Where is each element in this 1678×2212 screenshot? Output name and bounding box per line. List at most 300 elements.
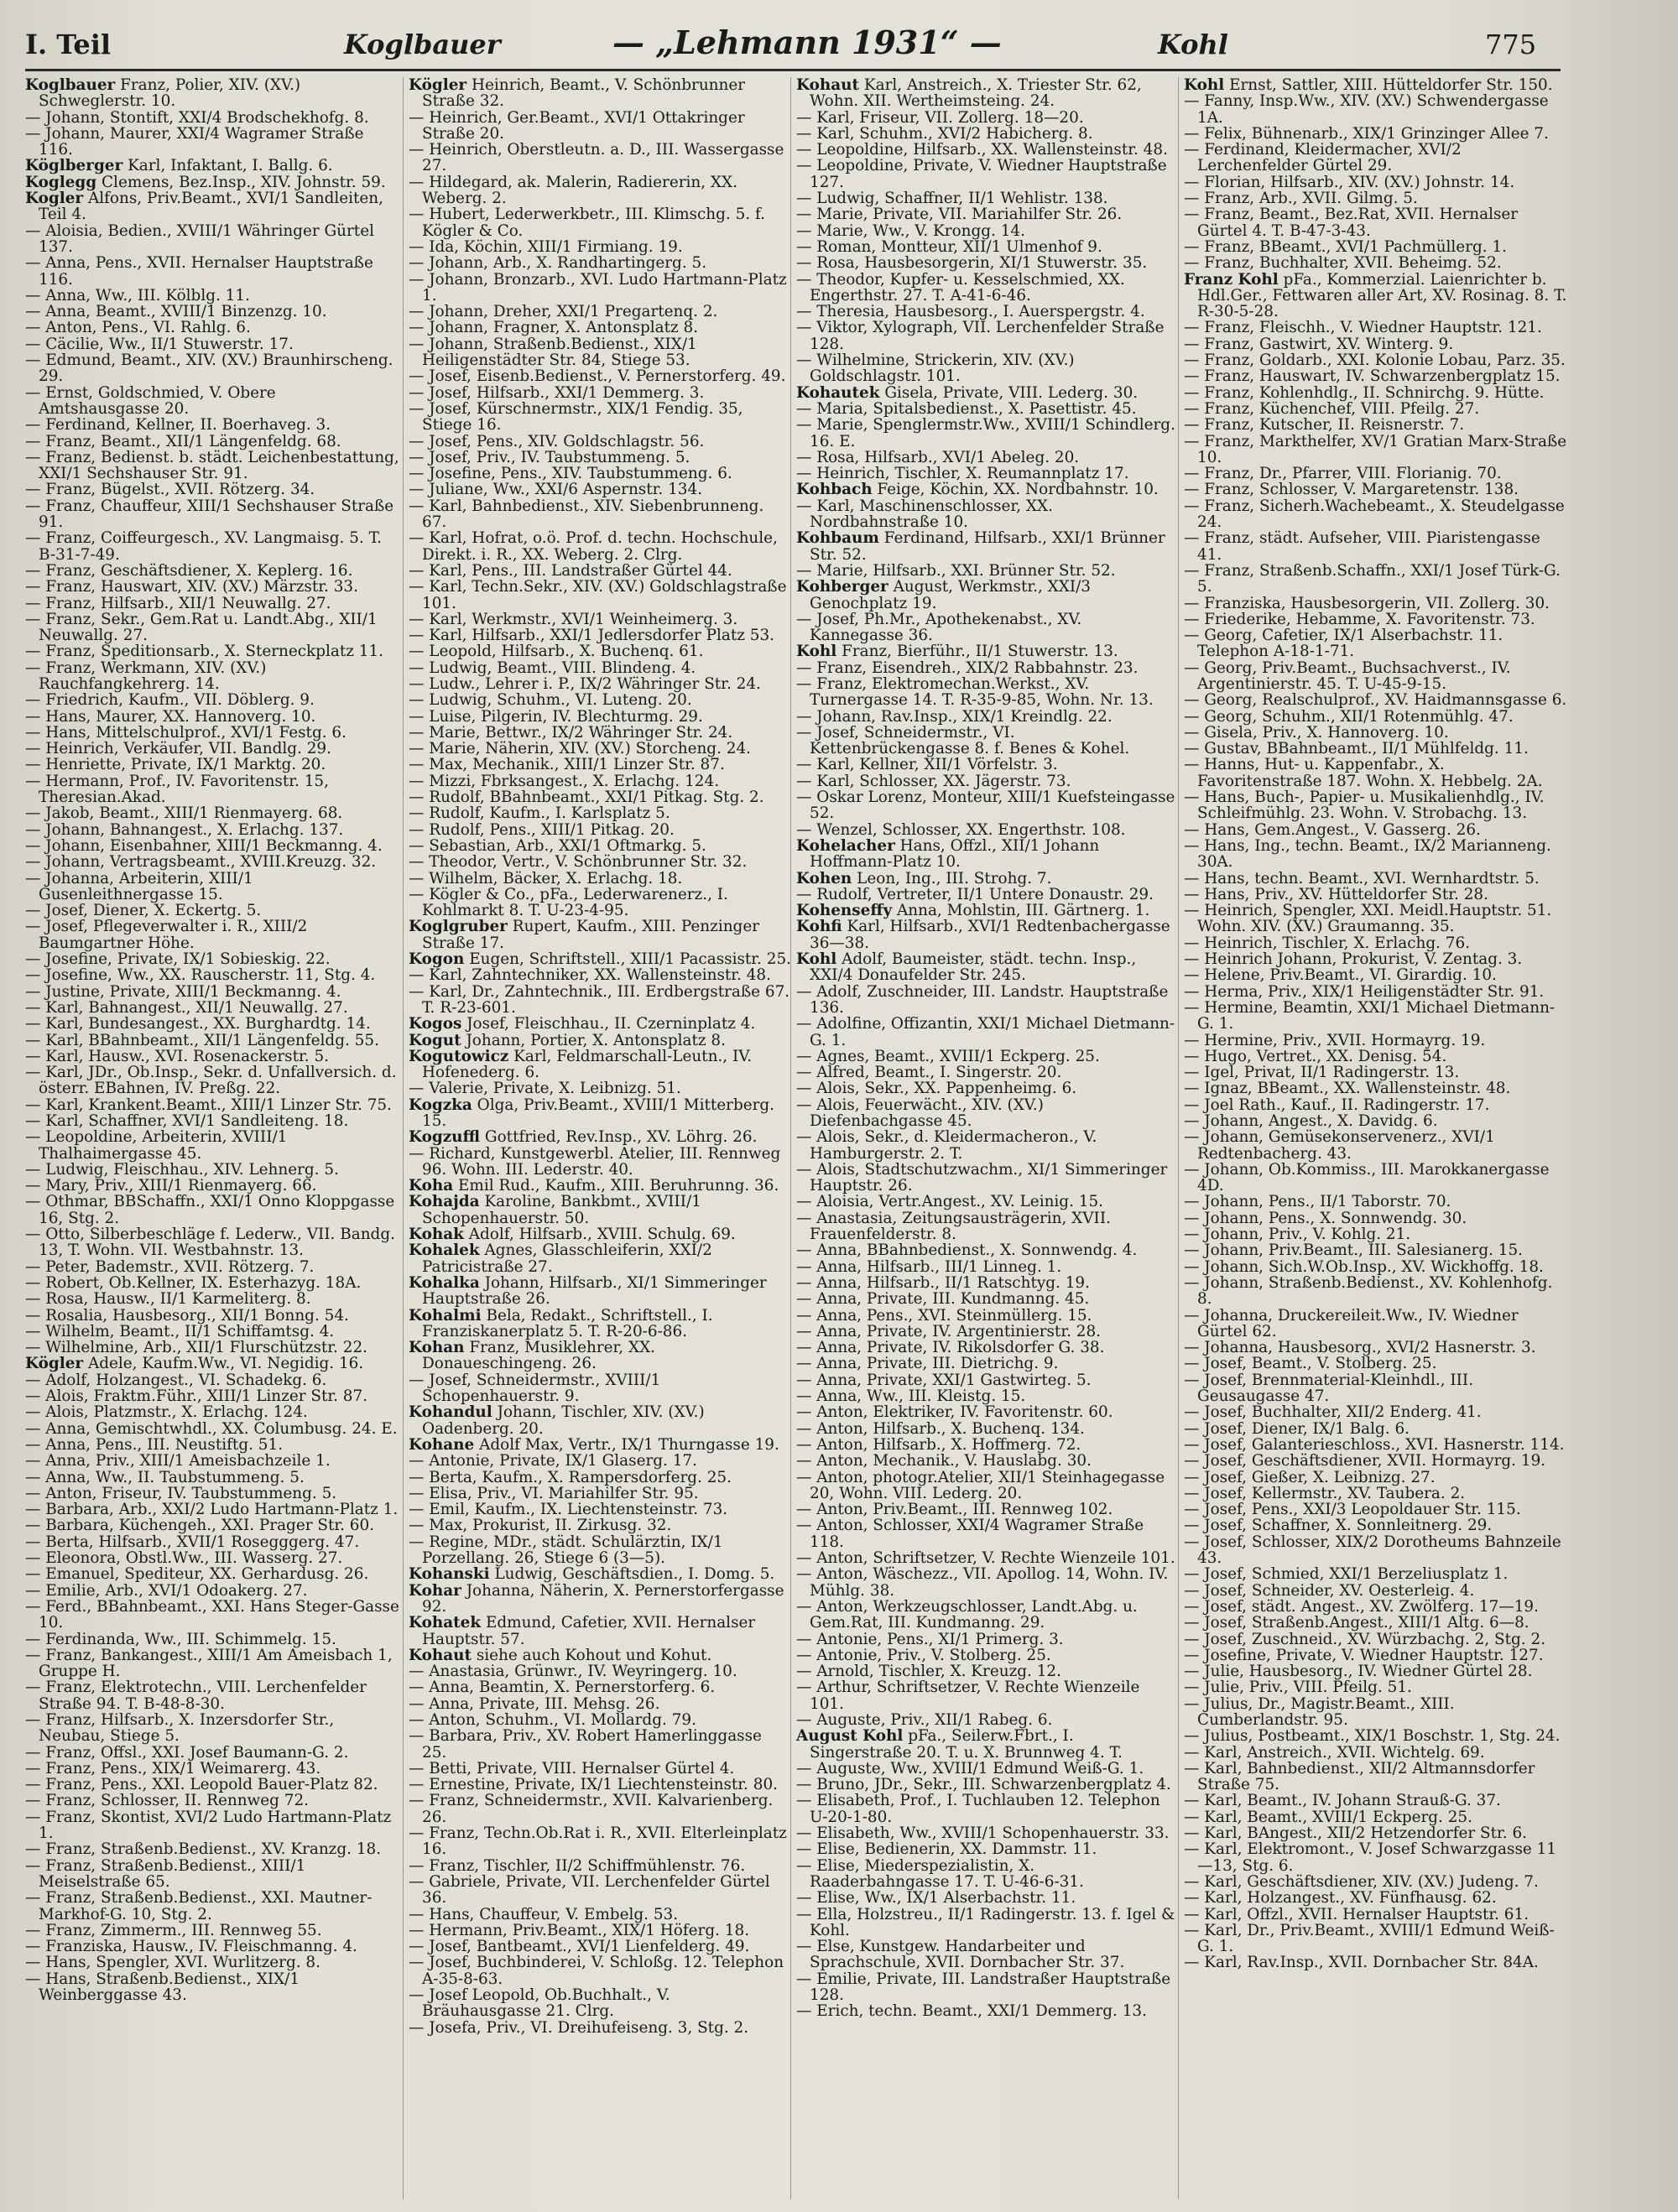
entry-details: — Anna, Private, IV. Argentinierstr. 28. [796, 1322, 1102, 1340]
entry-details: — Hermine, Beamtin, XXI/1 Michael Dietmann-G. 1. [1184, 998, 1556, 1033]
directory-entry [409, 1340, 791, 1372]
entry-details: — Josef, Kellermstr., XV. Taubera. 2. [1184, 1484, 1466, 1502]
directory-entry [1184, 368, 1568, 384]
entry-surname: Kohanski [409, 1565, 490, 1584]
directory-entry [409, 1615, 791, 1647]
entry-details: — Else, Kunstgew. Handarbeiter und Sprachschule, XVII. Dornbacher Str. 37. [796, 1938, 1125, 1972]
directory-entry [1184, 709, 1568, 725]
entry-details: — Josef, Pens., XXI/3 Leopoldauer Str. 115. [1184, 1501, 1521, 1519]
directory-entry [1184, 530, 1568, 563]
column-3 [790, 77, 1179, 2199]
entry-surname: Kohautek [796, 383, 880, 402]
entry-details: — Berta, Hilfsarb., XVII/1 Rosegggerg. 47. [25, 1533, 360, 1551]
entry-details: — Johann, Priv.Beamt., III. Salesianerg. 15. [1184, 1241, 1524, 1260]
directory-entry [25, 336, 399, 352]
directory-entry [1184, 596, 1568, 612]
entry-details: Feige, Köchin, XX. Nordbahnstr. 10. [877, 481, 1159, 499]
entry-details: — Franz, Buchhalter, XVII. Beheimg. 52. [1184, 254, 1502, 273]
entry-details: — Friedrich, Kaufm., VII. Döblerg. 9. [25, 691, 315, 710]
directory-entry [25, 967, 399, 983]
directory-entry [25, 1647, 399, 1680]
directory-entry [1184, 692, 1568, 708]
directory-entry [796, 1437, 1179, 1453]
directory-entry [1184, 481, 1568, 497]
entry-details: — Ludwig, Beamt., VIII. Blindeng. 4. [409, 658, 696, 677]
entry-details: — Hans, Spengler, XVI. Wurlitzerg. 8. [25, 1954, 320, 1972]
entry-details: Bela, Redakt., Schriftstell., I. Franziskanerplatz 5. T. R-20-6-86. [422, 1306, 713, 1340]
entry-details: — Josef, Schneider, XV. Oesterleig. 4. [1184, 1581, 1475, 1600]
directory-entry [796, 612, 1179, 644]
directory-entry [25, 563, 399, 579]
page-number: 775 [1485, 29, 1537, 60]
entry-details: — Friederike, Hebamme, X. Favoritenstr. 73. [1184, 610, 1535, 628]
entry-details: Emil Rud., Kaufm., XIII. Beruhrunng. 36. [458, 1177, 779, 1195]
entry-details: — Franz, Arb., XVII. Gilmg. 5. [1184, 190, 1418, 208]
directory-entry [409, 822, 791, 838]
directory-entry [25, 1308, 399, 1324]
entry-details: Gottfried, Rev.Insp., XV. Löhrg. 26. [484, 1128, 758, 1147]
entry-details: — Ferdinanda, Ww., III. Schimmelg. 15. [25, 1630, 336, 1648]
entry-details: — Franz, Elektromechan.Werkst., XV. Turnergasse 14. T. R-35-9-85, Wohn. Nr. 13. [796, 674, 1154, 710]
directory-entry [796, 126, 1179, 142]
entry-details: — Theodor, Vertr., V. Schönbrunner Str. 32. [409, 853, 748, 872]
entry-surname: Kohberger [796, 578, 889, 596]
entry-details: — Johann, Rav.Insp., XIX/1 Kreindlg. 22. [796, 707, 1113, 726]
entry-details: — Maria, Spitalsbedienst., X. Pasettistr. 45. [796, 399, 1137, 418]
entry-details: — Franz, Sekr., Gem.Rat u. Landt.Abg., XII/1 Neuwallg. 27. [25, 610, 378, 645]
entry-details: — Johann, Fragner, X. Antonsplatz 8. [409, 319, 699, 337]
directory-entry [25, 805, 399, 821]
entry-surname: Koha [409, 1177, 454, 1195]
entry-details: Alfons, Priv.Beamt., XVI/1 Sandleiten, Teil 4. [39, 190, 383, 224]
directory-entry [25, 450, 399, 482]
entry-details: — Jakob, Beamt., XIII/1 Rienmayerg. 68. [25, 804, 343, 823]
directory-entry [409, 1404, 791, 1437]
entry-details: — Elisabeth, Prof., I. Tuchlauben 12. Telephon U-20-1-80. [796, 1792, 1160, 1826]
entry-details: — Anton, Schriftsetzer, V. Rechte Wienzeile 101. [796, 1549, 1175, 1568]
directory-entry [25, 1599, 399, 1632]
entry-details: — Antonie, Priv., V. Stolberg. 25. [796, 1646, 1051, 1664]
entry-details: — Rosa, Hausbesorgerin, XI/1 Stuwerstr. 35. [796, 254, 1148, 273]
directory-entry [409, 1987, 791, 2020]
directory-entry [25, 1226, 399, 1259]
directory-entry [1184, 466, 1568, 481]
directory-entry [409, 1372, 791, 1405]
directory-entry [796, 320, 1179, 352]
entry-surname: August Kohl [796, 1727, 904, 1746]
entry-details: — Anna, Priv., XIII/1 Ameisbachzeile 1. [25, 1452, 331, 1470]
directory-entry [796, 579, 1179, 612]
directory-entry [796, 1647, 1179, 1663]
entry-details: — Anna, Hilfsarb., III/1 Linneg. 1. [796, 1257, 1062, 1276]
directory-entry [796, 1097, 1179, 1130]
entry-details: — Anton, photogr.Atelier, XII/1 Steinhagegasse 20, Wohn. VIII. Lederg. 20. [796, 1468, 1165, 1502]
entry-details: — Gisela, Priv., X. Hannoverg. 10. [1184, 723, 1449, 742]
entry-details: — Mizzi, Fbrksangest., X. Erlachg. 124. [409, 772, 720, 790]
directory-entry [25, 1793, 399, 1809]
directory-entry [409, 725, 791, 741]
entry-details: — Gustav, BBahnbeamt., II/1 Mühlfeldg. 11. [1184, 740, 1529, 758]
entry-details: Franz, Polier, XIV. (XV.) Schweglerstr. 10. [39, 77, 301, 111]
entry-details: — Barbara, Arb., XXI/2 Ludo Hartmann-Platz 1. [25, 1501, 399, 1519]
entry-details: — Franz, Chauffeur, XIII/1 Sechshauser Straße 91. [25, 497, 394, 532]
directory-entry [25, 1033, 399, 1049]
directory-entry [409, 434, 791, 450]
entry-details: — Josef, Buchhalter, XII/2 Enderg. 41. [1184, 1403, 1482, 1422]
entry-details: — Heinrich, Tischler, X. Erlachg. 76. [1184, 934, 1471, 952]
column-2 [403, 77, 791, 2199]
directory-entry [409, 530, 791, 563]
directory-entry [1184, 903, 1568, 935]
directory-entry [796, 1291, 1179, 1307]
entry-details: — Anastasia, Zeitungsausträgerin, XVII. Frauenfelderstr. 8. [796, 1209, 1111, 1244]
directory-entry [1184, 1890, 1568, 1906]
entry-details: — Ignaz, BBeamt., XX. Wallensteinstr. 48. [1184, 1080, 1511, 1098]
entry-details: — Franz, Sicherh.Wachebeamt., X. Steudelgasse 24. [1184, 497, 1565, 532]
entry-details: — Karl, Zahntechniker, XX. Wallensteinstr. 48. [409, 966, 771, 985]
entry-details: — Wilhelm, Beamt., II/1 Schiffamtsg. 4. [25, 1322, 335, 1340]
directory-entry [1184, 1761, 1568, 1793]
entry-details: — Rosa, Hilfsarb., XVI/1 Abeleg. 20. [796, 448, 1080, 466]
directory-entry [1184, 1841, 1568, 1874]
directory-entry [409, 1939, 791, 1954]
entry-details: — Alois, Fraktm.Führ., XIII/1 Linzer Str. 87. [25, 1387, 368, 1406]
directory-entry [409, 1437, 791, 1453]
entry-details: — Fanny, Insp.Ww., XIV. (XV.) Schwendergasse 1A. [1184, 92, 1549, 127]
entry-details: — Ludwig, Schaffner, II/1 Wehlistr. 138. [796, 190, 1108, 208]
entry-details: — Marie, Bettwr., IX/2 Währinger Str. 24. [409, 723, 733, 742]
directory-entry [409, 1566, 791, 1582]
entry-details: — Hans, Maurer, XX. Hannoverg. 10. [25, 707, 316, 726]
directory-entry [1184, 1226, 1568, 1242]
directory-entry [25, 725, 399, 741]
directory-entry [25, 1841, 399, 1857]
directory-entry [25, 1470, 399, 1486]
directory-entry [25, 223, 399, 256]
entry-details: — Justine, Private, XIII/1 Beckmanng. 4. [25, 982, 341, 1001]
directory-entry [1184, 1728, 1568, 1744]
entry-details: — Juliane, Ww., XXI/6 Aspernstr. 134. [409, 481, 703, 499]
entry-details: — Auguste, Ww., XVIII/1 Edmund Weiß-G. 1. [796, 1759, 1144, 1777]
directory-entry [25, 919, 399, 951]
entry-details: — Julius, Dr., Magistr.Beamt., XIII. Cumberlandstr. 95. [1184, 1694, 1455, 1729]
directory-entry [409, 805, 791, 821]
entry-details: Gisela, Private, VIII. Lederg. 30. [884, 383, 1139, 402]
entry-details: — Emilie, Arb., XVI/1 Odoakerg. 27. [25, 1581, 308, 1600]
directory-entry [796, 1712, 1179, 1728]
directory-entry [409, 1242, 791, 1275]
entry-details: — Franz, Kohlenhdlg., II. Schnirchg. 9. Hütte. [1184, 383, 1545, 402]
directory-entry [796, 223, 1179, 239]
entry-details: — Anna, Ww., III. Kleistg. 15. [796, 1387, 1026, 1406]
directory-entry [1184, 1923, 1568, 1955]
entry-details: — Johann, Straßenb.Bedienst., XIX/1 Heiligenstädter Str. 84, Stiege 53. [409, 335, 697, 370]
directory-entry [796, 206, 1179, 222]
entry-details: — Georg, Realschulprof., XV. Haidmannsgasse 6. [1184, 691, 1567, 710]
directory-entry [796, 1275, 1179, 1291]
entry-details: — Heinrich, Oberstleutn. a. D., III. Wassergasse 27. [409, 141, 784, 175]
entry-details: — Betti, Private, VIII. Hernalser Gürtel 4. [409, 1759, 735, 1777]
entry-details: — Franz, BBeamt., XVI/1 Pachmüllerg. 1. [1184, 237, 1507, 256]
entry-details: Franz, Bierführ., II/1 Stuwerstr. 13. [842, 643, 1118, 661]
directory-entry [1184, 352, 1568, 368]
entry-details: — Karl, Techn.Sekr., XIV. (XV.) Goldschlagstraße 101. [409, 578, 787, 612]
directory-entry [25, 1064, 399, 1097]
directory-entry [796, 385, 1179, 401]
entry-details: — Hans, Ing., techn. Beamt., IX/2 Marianneng. 30A. [1184, 836, 1551, 872]
entry-details: — Ernestine, Private, IX/1 Liechtensteinstr. 80. [409, 1776, 778, 1794]
directory-entry [409, 239, 791, 255]
directory-entry [409, 757, 791, 773]
directory-entry [796, 1728, 1179, 1761]
entry-details: — Hans, Straßenb.Bedienst., XIX/1 Weinberggasse 43. [25, 1970, 300, 2005]
entry-details: — Franz, Zimmerm., III. Rennweg 55. [25, 1921, 322, 1939]
directory-entry [25, 1275, 399, 1291]
entry-details: — Valerie, Private, X. Leibnizg. 51. [409, 1080, 681, 1098]
entry-details: — Wilhelmine, Strickerin, XIV. (XV.) Goldschlagstr. 101. [796, 351, 1075, 386]
entry-details: — Elisabeth, Ww., XVIII/1 Schopenhauerstr. 33. [796, 1824, 1170, 1843]
directory-entry [796, 1566, 1179, 1599]
entry-details: — Wilhelmine, Arb., XII/1 Flurschützstr. 22. [25, 1339, 367, 1357]
directory-entry [409, 1534, 791, 1567]
entry-surname: Kohak [409, 1226, 464, 1244]
directory-entry [1184, 1874, 1568, 1890]
entry-details: — Josef, Schmied, XXI/1 Berzeliusplatz 1. [1184, 1565, 1509, 1584]
entry-details: — Franz, Gastwirt, XV. Winterg. 9. [1184, 335, 1454, 353]
directory-entry [796, 1971, 1179, 2004]
entry-details: — Georg, Schuhm., XII/1 Rotenmühlg. 47. [1184, 707, 1514, 726]
entry-details: — Herma, Priv., XIX/1 Heiligenstädter Str. 91. [1184, 982, 1545, 1001]
entry-details: — Karl, Beamt., XVIII/1 Eckperg. 25. [1184, 1808, 1472, 1826]
entry-details: — Josef, Gießer, X. Leibnizg. 27. [1184, 1468, 1436, 1486]
entry-details: — Barbara, Küchengeh., XXI. Prager Str. 60. [25, 1517, 375, 1535]
entry-surname: Kogon [409, 950, 465, 969]
directory-entry [409, 1097, 791, 1130]
directory-entry [25, 110, 399, 126]
entry-details: — Franz, Tischler, II/2 Schiffmühlenstr. 76. [409, 1856, 746, 1875]
directory-entry [25, 1486, 399, 1502]
entry-surname: Kohenseffy [796, 902, 893, 920]
entry-details: Clemens, Bez.Insp., XIV. Johnstr. 59. [101, 173, 386, 191]
entry-details: — Alois, Sekr., d. Kleidermacheron., V. Hamburgerstr. 2. T. [796, 1128, 1097, 1163]
entry-details: Karl, Hilfsarb., XVI/1 Redtenbachergasse 36—38. [810, 918, 1170, 952]
entry-surname: Kögler [25, 1355, 84, 1373]
entry-details: — Karl, Dr., Zahntechnik., III. Erdbergstraße 67. T. R-23-601. [409, 982, 790, 1017]
entry-details: — Anna, Private, XXI/1 Gastwirteg. 5. [796, 1371, 1092, 1389]
entry-surname: Kohatek [409, 1614, 482, 1632]
entry-details: — Josef, Pflegeverwalter i. R., XIII/2 Baumgartner Höhe. [25, 918, 308, 952]
entry-details: Adolf, Hilfsarb., XVIII. Schulg. 69. [468, 1226, 736, 1244]
entry-details: — Anton, Mechanik., V. Hauslabg. 30. [796, 1452, 1092, 1470]
entry-details: — Franz, Markthelfer, XV/1 Gratian Marx-Straße 10. [1184, 432, 1567, 466]
entry-details: — Elise, Ww., IX/1 Alserbachstr. 11. [796, 1889, 1076, 1908]
entry-details: Hans, Offzl., XII/1 Johann Hoffmann-Platz 10. [810, 836, 1100, 872]
directory-entry [25, 304, 399, 320]
directory-entry [1184, 1517, 1568, 1533]
entry-details: — Hermine, Priv., XVII. Hormayrg. 19. [1184, 1031, 1486, 1049]
directory-entry [25, 838, 399, 854]
directory-entry [25, 190, 399, 223]
directory-entry [1184, 1372, 1568, 1405]
entry-details: Edmund, Cafetier, XVII. Hernalser Hauptstr. 57. [422, 1614, 756, 1648]
directory-entry [409, 1858, 791, 1874]
directory-entry [1184, 1097, 1568, 1113]
entry-details: — Leopoldine, Arbeiterin, XVIII/1 Thalhaimergasse 45. [25, 1128, 288, 1163]
entry-details: — Leopold, Hilfsarb., X. Buchenq. 61. [409, 643, 704, 661]
entry-details: Adele, Kaufm.Ww., VI. Negidig. 16. [87, 1355, 364, 1373]
directory-entry [1184, 1080, 1568, 1096]
directory-entry [409, 871, 791, 887]
entry-details: Karl, Anstreich., X. Triester Str. 62, Wohn. XII. Wertheimsteing. 24. [810, 77, 1142, 111]
entry-details: — Anna, Private, IV. Rikolsdorfer G. 38. [796, 1339, 1105, 1357]
entry-details: — Karl, BBahnbeamt., XII/1 Längenfeldg. 55. [25, 1031, 379, 1049]
directory-entry [409, 110, 791, 143]
directory-entry [409, 854, 791, 870]
directory-entry [409, 466, 791, 481]
entry-details: — Anton, Priv.Beamt., III. Rennweg 102. [796, 1501, 1113, 1519]
entry-details: — Agnes, Beamt., XVIII/1 Eckperg. 25. [796, 1047, 1100, 1065]
entry-details: — Emil, Kaufm., IX. Liechtensteinstr. 73. [409, 1501, 728, 1519]
entry-details: — Franz, Schlosser, II. Rennweg 72. [25, 1792, 310, 1810]
entry-surname: Kohbaum [796, 529, 879, 548]
directory-entry [409, 919, 791, 951]
directory-entry [409, 1308, 791, 1340]
entry-details: — Peter, Bademstr., XVII. Rötzerg. 7. [25, 1257, 315, 1276]
entry-details: — Oskar Lorenz, Monteur, XIII/1 Kuefsteingasse 52. [796, 789, 1175, 823]
entry-details: — Hans, Mittelschulprof., XVI/1 Festg. 6. [25, 723, 347, 742]
entry-details: — Auguste, Priv., XII/1 Rabeg. 6. [796, 1710, 1053, 1729]
entry-details: — Arthur, Schriftsetzer, V. Rechte Wienzeile 101. [796, 1679, 1140, 1713]
entry-details: Johann, Portier, X. Antonsplatz 8. [466, 1031, 726, 1049]
directory-entry [1184, 417, 1568, 433]
entry-details: — Franz, Beamt., XII/1 Längenfeldg. 68. [25, 432, 341, 450]
directory-entry [796, 1470, 1179, 1502]
entry-details: — Josef, Priv., IV. Taubstummeng. 5. [409, 448, 690, 466]
entry-details: Ernst, Sattler, XIII. Hütteldorfer Str. 150. [1229, 77, 1553, 94]
directory-entry [25, 417, 399, 433]
entry-details: — Franz, Straßenb.Schaffn., XXI/1 Josef Türk-G. 5. [1184, 561, 1561, 596]
directory-entry [796, 822, 1179, 838]
directory-entry [796, 352, 1179, 385]
directory-entry [25, 1534, 399, 1550]
entry-details: — Elise, Bedienerin, XX. Dammstr. 11. [796, 1840, 1097, 1859]
entry-details: Olga, Priv.Beamt., XVIII/1 Mitterberg. 15. [422, 1096, 775, 1130]
directory-entry [25, 709, 399, 725]
entry-details: — Theresia, Hausbesorg., I. Auerspergstr. 4. [796, 303, 1145, 321]
directory-entry [25, 1745, 399, 1761]
directory-entry [796, 401, 1179, 417]
entry-details: — Ferd., BBahnbeamt., XXI. Hans Steger-Gasse 10. [25, 1597, 399, 1632]
entry-details: Karl, Feldmarschall-Leutn., IV. Hofenederg. 6. [422, 1047, 753, 1082]
entry-details: — Josef, Geschäftsdiener, XVII. Hormayrg. 19. [1184, 1452, 1546, 1470]
entry-details: — Anton, Wäschezz., VII. Apollog. 14, Wohn. IV. Mühlg. 38. [796, 1565, 1169, 1600]
entry-details: — Ludw., Lehrer i. P., IX/2 Währinger Str. 24. [409, 674, 761, 693]
entry-details: — Franz, Skontist, XVI/2 Ludo Hartmann-Platz 1. [25, 1808, 392, 1843]
directory-entry [796, 773, 1179, 789]
entry-details: — Josef, Brennmaterial-Kleinhdl., III. Geusaugasse 47. [1184, 1371, 1474, 1406]
entry-details: — Franz, Goldarb., XXI. Kolonie Lobau, Parz. 35. [1184, 351, 1566, 370]
entry-details: — Anna, Beamtin, X. Pernerstorferg. 6. [409, 1679, 716, 1697]
entry-details: — Viktor, Xylograph, VII. Lerchenfelder Straße 128. [796, 319, 1165, 353]
directory-entry [796, 1841, 1179, 1857]
directory-entry [409, 741, 791, 757]
entry-details: — Johann, Pens., X. Sonnwendg. 30. [1184, 1209, 1467, 1227]
directory-entry [409, 1226, 791, 1242]
directory-entry [409, 498, 791, 531]
directory-entry [409, 174, 791, 207]
entry-details: pFa., Kommerzial. Laienrichter b. Hdl.Ger., Fettwaren aller Art, XV. Rosinag. 8. T. R-30-5-28. [1197, 270, 1567, 321]
directory-entry [796, 1129, 1179, 1162]
directory-entry [25, 984, 399, 1000]
entry-details: — Josef, städt. Angest., XV. Zwölferg. 17—19. [1184, 1597, 1539, 1616]
directory-entry [25, 1679, 399, 1712]
directory-entry [796, 255, 1179, 271]
entry-details: — Karl, Anstreich., XVII. Wichtelg. 69. [1184, 1743, 1485, 1762]
directory-entry [409, 142, 791, 174]
entry-surname: Kogut [409, 1031, 461, 1049]
directory-entry [409, 627, 791, 643]
directory-entry [1184, 984, 1568, 1000]
directory-entry [796, 1679, 1179, 1712]
directory-entry [409, 660, 791, 676]
entry-details: — Josef Leopold, Ob.Buchhalt., V. Bräuhausgasse 21. Clrg. [409, 1986, 670, 2021]
directory-entry [1184, 935, 1568, 951]
entry-details: — Othmar, BBSchaffn., XXI/1 Onno Kloppgasse 16, Stg. 2. [25, 1193, 395, 1227]
directory-entry [25, 385, 399, 418]
directory-entry [409, 1874, 791, 1907]
directory-entry [409, 272, 791, 304]
entry-details: — Anton, Hilfsarb., X. Hoffmerg. 72. [796, 1435, 1081, 1454]
directory-entry [25, 579, 399, 595]
directory-entry [409, 676, 791, 692]
directory-entry [1184, 1033, 1568, 1049]
entry-details: — Anna, Ww., III. Kölblg. 11. [25, 286, 250, 304]
directory-entry [1184, 498, 1568, 531]
entry-details: — Franz, Beamt., Bez.Rat, XVII. Hernalser Gürtel 4. T. B-47-3-43. [1184, 206, 1519, 240]
directory-entry [25, 126, 399, 159]
entry-details: August, Werkmstr., XXI/3 Genochplatz 19. [810, 578, 1091, 612]
directory-entry [796, 1907, 1179, 1939]
entry-details: — Johann, Bronzarb., XVI. Ludo Hartmann-Platz 1. [409, 270, 787, 304]
entry-details: — Karl, Bahnangest., XII/1 Neuwallg. 27. [25, 998, 348, 1017]
directory-entry [409, 887, 791, 919]
directory-entry [25, 757, 399, 773]
directory-entry [25, 1890, 399, 1923]
directory-entry [409, 206, 791, 239]
page-header [25, 22, 1561, 71]
entry-details: — Wilhelm, Bäcker, X. Erlachg. 18. [409, 869, 683, 887]
directory-entry [409, 1907, 791, 1923]
directory-entry [1184, 1162, 1568, 1194]
entry-details: — Karl, Kellner, XII/1 Vörfelstr. 3. [796, 756, 1058, 774]
entry-details: — Heinrich, Tischler, X. Reumannplatz 17. [796, 465, 1129, 483]
directory-entry [25, 1049, 399, 1064]
directory-entry [409, 563, 791, 579]
directory-entry [25, 530, 399, 563]
directory-entry [796, 676, 1179, 709]
entry-details: — Josefine, Private, IX/1 Sobieskig. 22. [25, 950, 331, 969]
directory-entry [25, 1016, 399, 1032]
directory-entry [796, 1194, 1179, 1210]
entry-details: — Eleonora, Obstl.Ww., III. Wasserg. 27. [25, 1549, 343, 1568]
entry-details: — Hans, Buch-, Papier- u. Musikalienhdlg., IV. Schleifmühlg. 23. Wohn. V. Strobachg. 13. [1184, 789, 1545, 823]
directory-entry [409, 579, 791, 612]
directory-entry [796, 304, 1179, 320]
entry-details: — Franz, Hilfsarb., XII/1 Neuwallg. 27. [25, 594, 331, 612]
entry-surname: Kohl [1184, 77, 1225, 94]
directory-entry [1184, 255, 1568, 271]
directory-entry [409, 951, 791, 967]
